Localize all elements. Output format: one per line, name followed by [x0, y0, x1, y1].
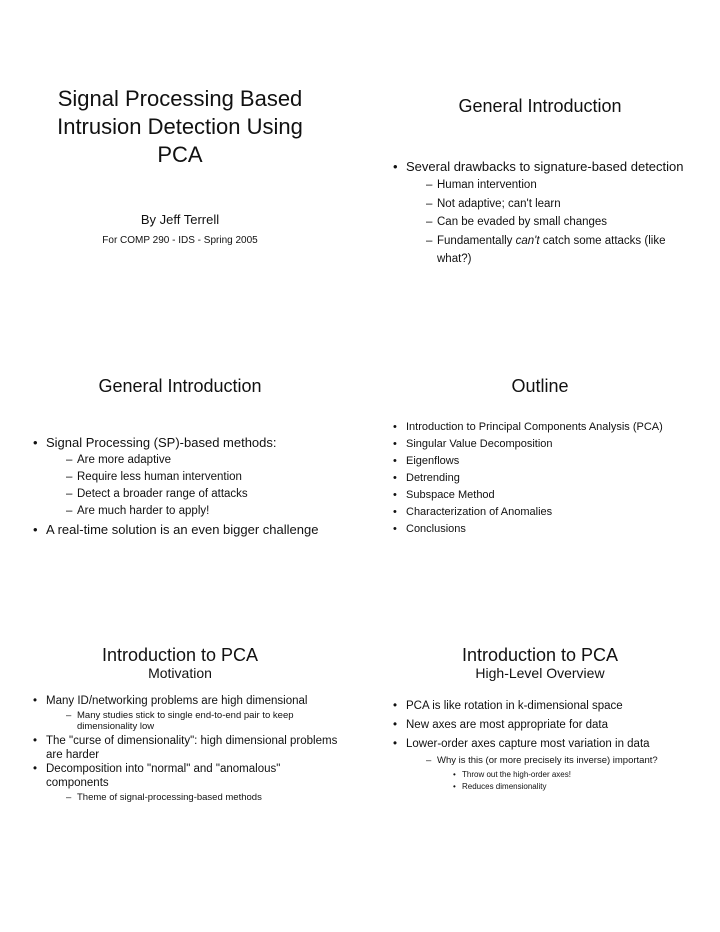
- slide-outline: [370, 360, 710, 615]
- sub-bullet-text-post: catch some attacks (like what?): [437, 234, 666, 265]
- sub-bullet-item: [426, 755, 690, 793]
- sub-bullet-text: Why is this (or more precisely its inverse) important?: [437, 755, 658, 766]
- bullet-item: • A real-time solution is an even bigger challenge: [30, 521, 330, 538]
- sub-bullet-list: [46, 710, 340, 732]
- sub-bullet-item: – Can be evaded by small changes: [426, 213, 690, 232]
- outline-item: • Conclusions: [390, 523, 690, 536]
- bullet-list: [390, 698, 690, 796]
- sub-bullet-item: – Not adaptive; can't learn: [426, 195, 690, 214]
- bullet-item: [30, 434, 330, 520]
- bullet-text: Decomposition into "normal" and "anomalous" components: [46, 763, 281, 789]
- sub-bullet-item: – Detect a broader range of attacks: [66, 486, 330, 503]
- bullet-list: [30, 694, 340, 805]
- outline-item: • Detrending: [390, 472, 690, 485]
- sub-bullet-list: [46, 792, 340, 803]
- sub-sub-bullet-item: • Throw out the high-order axes!: [453, 769, 690, 781]
- slide-subtitle: High-Level Overview: [475, 665, 605, 681]
- outline-list: [390, 421, 690, 540]
- sub-bullet-list: [46, 452, 330, 520]
- sub-bullet-item: – Many studies stick to single end-to-end pair to keep dimensionality low: [66, 710, 340, 732]
- emphasis-text: can't: [515, 234, 540, 247]
- slide-pca-motivation: [10, 630, 350, 885]
- bullet-item: • PCA is like rotation in k-dimensional space: [390, 698, 690, 714]
- sub-bullet-item: – Are much harder to apply!: [66, 503, 330, 520]
- sub-bullet-text-pre: Fundamentally: [437, 234, 516, 247]
- slide-subtitle: Motivation: [148, 665, 212, 681]
- slide-heading: Introduction to PCA: [101, 645, 259, 665]
- sub-bullet-item: – Require less human intervention: [66, 469, 330, 486]
- outline-item: • Singular Value Decomposition: [390, 438, 690, 451]
- slide-heading: General Introduction: [458, 96, 622, 116]
- bullet-item: • The "curse of dimensionality": high dimensional problems are harder: [30, 734, 340, 762]
- sub-bullet-item: – Are more adaptive: [66, 452, 330, 469]
- slide-general-introduction-1: [370, 80, 710, 335]
- slide-title-heading: Signal Processing Based Intrusion Detection Using PCA: [57, 86, 303, 167]
- bullet-list: [30, 434, 330, 538]
- bullet-item: • New axes are most appropriate for data: [390, 717, 690, 733]
- slide-general-introduction-2: [10, 360, 350, 615]
- sub-bullet-item: – Theme of signal-processing-based methods: [66, 792, 340, 803]
- sub-bullet-item: – Human intervention: [426, 176, 690, 195]
- author-byline: By Jeff Terrell: [140, 212, 220, 227]
- bullet-text: Signal Processing (SP)-based methods:: [46, 435, 277, 450]
- course-info: For COMP 290 - IDS - Spring 2005: [102, 235, 258, 246]
- bullet-text: Lower-order axes capture most variation in data: [406, 738, 650, 750]
- sub-bullet-item: [426, 232, 690, 269]
- sub-sub-bullet-list: [437, 769, 690, 793]
- sub-bullet-list: [406, 176, 690, 269]
- bullet-item: [390, 736, 690, 793]
- slide-pca-overview: [370, 630, 710, 885]
- outline-item: • Eigenflows: [390, 455, 690, 468]
- slide-heading: General Introduction: [98, 376, 262, 396]
- bullet-text: Many ID/networking problems are high dimensional: [46, 695, 308, 707]
- bullet-item: [30, 762, 340, 803]
- slide-heading: Introduction to PCA: [461, 645, 619, 665]
- slide-heading: Outline: [511, 376, 569, 396]
- outline-item: • Subspace Method: [390, 489, 690, 502]
- outline-item: • Characterization of Anomalies: [390, 506, 690, 519]
- bullet-item: [390, 158, 690, 269]
- bullet-item: [30, 694, 340, 732]
- sub-bullet-list: [406, 755, 690, 793]
- bullet-text: Several drawbacks to signature-based detection: [406, 159, 684, 174]
- outline-item: • Introduction to Principal Components Analysis (PCA): [390, 421, 690, 434]
- slide-title: [10, 80, 350, 335]
- bullet-list: [390, 158, 690, 269]
- sub-sub-bullet-item: • Reduces dimensionality: [453, 781, 690, 793]
